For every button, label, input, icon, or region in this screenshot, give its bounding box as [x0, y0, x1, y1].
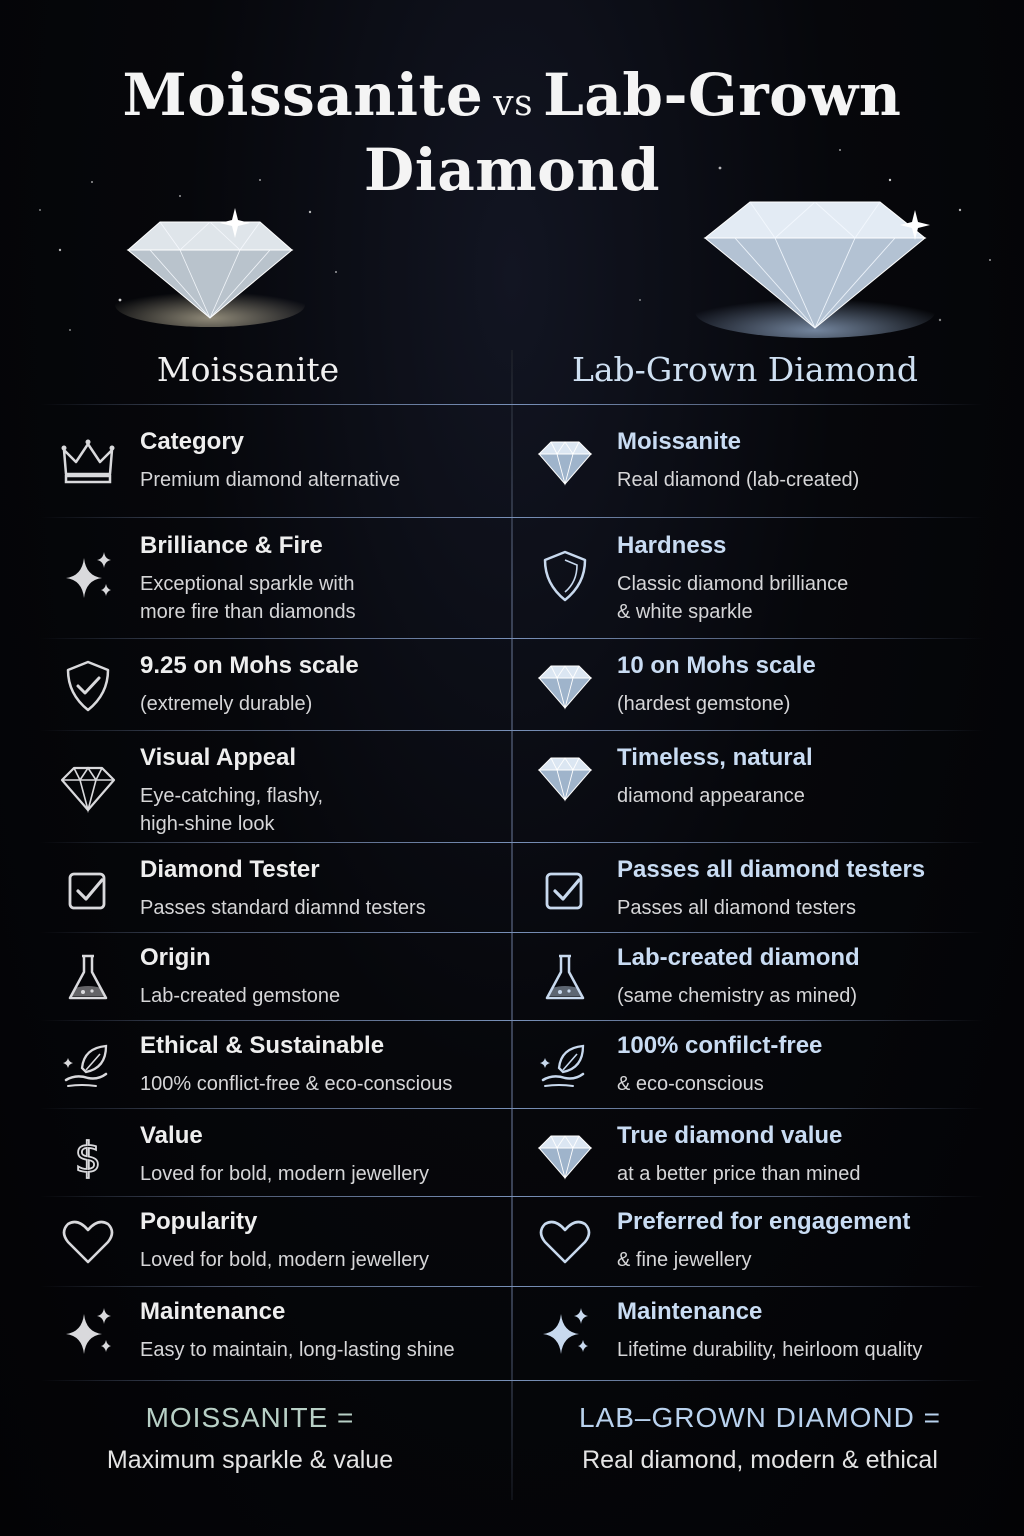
cell-heading: Value: [140, 1122, 203, 1149]
cell-heading: Lab-created diamond: [617, 944, 860, 971]
leaf-hand-icon: [56, 1034, 120, 1098]
cell-description: Premium diamond alternative: [140, 469, 401, 491]
crown-icon: [56, 430, 120, 494]
cell-description: Eye-catching, flashy, high-shine look: [140, 785, 324, 835]
flask-icon: [56, 946, 120, 1010]
cell-description: Lifetime durability, heirloom quality: [617, 1339, 923, 1361]
comparison-cell-left: [56, 420, 496, 516]
comparison-cell-right: [533, 420, 973, 516]
diamond-icon: [533, 1124, 597, 1188]
comparison-cell-right: [533, 1200, 973, 1290]
comparison-cell-left: [56, 1290, 496, 1382]
cell-description: Loved for bold, modern jewellery: [140, 1163, 430, 1185]
sparkle-icon: [533, 1300, 597, 1364]
title-part-moissanite: Moissanite: [122, 61, 484, 129]
comparison-cell-left: [56, 644, 496, 732]
cell-description: Loved for bold, modern jewellery: [140, 1249, 430, 1271]
footer-moissanite-label: MOISSANITE =: [145, 1402, 355, 1433]
cell-heading: Popularity: [140, 1208, 258, 1235]
cell-description: Passes standard diamnd testers: [140, 897, 426, 919]
cell-description: & fine jewellery: [617, 1249, 752, 1271]
cell-description: Real diamond (lab-created): [617, 469, 860, 491]
comparison-cell-left: [56, 1200, 496, 1290]
cell-heading: Moissanite: [617, 428, 742, 455]
checkbox-icon: [533, 858, 597, 922]
cell-heading: Maintenance: [617, 1298, 763, 1325]
column-title-lab-grown: Lab-Grown Diamond: [571, 350, 919, 389]
diamond-icon: [533, 746, 597, 810]
footer-lab-grown-summary: Real diamond, modern & ethical: [582, 1446, 938, 1474]
footer-lab-grown-label: LAB–GROWN DIAMOND =: [578, 1402, 942, 1433]
shield-icon: [533, 544, 597, 608]
cell-description: Passes all diamond testers: [617, 897, 857, 919]
comparison-cell-left: [56, 848, 496, 936]
svg-text:$: $: [74, 1133, 102, 1182]
row-divider: [40, 517, 984, 518]
cell-heading: Category: [140, 428, 245, 455]
heart-icon: [533, 1210, 597, 1274]
comparison-cell-left: [56, 1114, 496, 1200]
title-part-lab-grown: Lab-Grown: [543, 61, 902, 129]
cell-heading: 100% confilct-free: [617, 1032, 823, 1059]
cell-description: Lab-created gemstone: [140, 985, 341, 1007]
comparison-cell-right: [533, 936, 973, 1024]
cell-heading: Hardness: [617, 532, 727, 559]
comparison-cell-right: [533, 524, 973, 644]
title-vs: vs: [493, 83, 534, 124]
column-divider: [511, 350, 513, 1500]
cell-description: 100% conflict-free & eco-conscious: [140, 1073, 453, 1095]
cell-heading: Timeless, natural: [617, 744, 813, 771]
shield-check-icon: [56, 654, 120, 718]
diamond-outline-icon: [56, 756, 120, 820]
cell-description: (hardest gemstone): [617, 693, 791, 715]
cell-heading: 10 on Mohs scale: [617, 652, 816, 679]
cell-description: (extremely durable): [140, 693, 313, 715]
cell-description: diamond appearance: [617, 785, 805, 807]
cell-description: at a better price than mined: [617, 1163, 861, 1185]
sparkle-icon: [56, 1300, 120, 1364]
cell-heading: True diamond value: [617, 1122, 843, 1149]
sparkle-icon: [56, 544, 120, 608]
footer-moissanite-summary: Maximum sparkle & value: [106, 1446, 394, 1474]
comparison-cell-left: [56, 936, 496, 1024]
cell-description: & eco-conscious: [617, 1073, 764, 1095]
checkbox-icon: [56, 858, 120, 922]
cell-heading: Passes all diamond testers: [617, 856, 926, 883]
comparison-cell-right: [533, 644, 973, 732]
comparison-cell-left: [56, 1024, 496, 1112]
heart-icon: [56, 1210, 120, 1274]
cell-heading: Diamond Tester: [140, 856, 320, 883]
flask-icon: [533, 946, 597, 1010]
cell-description: (same chemistry as mined): [617, 985, 858, 1007]
comparison-cell-left: [56, 524, 496, 644]
comparison-cell-right: [533, 736, 973, 848]
title-part-diamond: Diamond: [363, 136, 661, 204]
cell-description: Classic diamond brilliance & white sparkle: [617, 573, 849, 623]
leaf-hand-icon: [533, 1034, 597, 1098]
comparison-cell-right: [533, 848, 973, 936]
cell-heading: Visual Appeal: [140, 744, 297, 771]
diamond-icon: [533, 654, 597, 718]
cell-heading: Brilliance & Fire: [140, 532, 323, 559]
cell-heading: Origin: [140, 944, 211, 971]
cell-heading: Preferred for engagement: [617, 1208, 911, 1235]
cell-heading: Maintenance: [140, 1298, 286, 1325]
comparison-cell-left: [56, 736, 496, 848]
dollar-icon: [56, 1124, 120, 1188]
cell-description: Exceptional sparkle with more fire than diamonds: [140, 573, 356, 623]
cell-description: Easy to maintain, long-lasting shine: [140, 1339, 455, 1361]
moissanite-diamond-image: [110, 200, 310, 330]
column-title-moissanite: Moissanite: [156, 350, 340, 389]
diamond-icon: [533, 430, 597, 494]
lab-grown-diamond-image: [690, 180, 940, 340]
comparison-cell-right: [533, 1024, 973, 1112]
row-divider: [40, 404, 984, 405]
comparison-cell-right: [533, 1114, 973, 1200]
comparison-cell-right: [533, 1290, 973, 1382]
cell-heading: Ethical & Sustainable: [140, 1032, 385, 1059]
cell-heading: 9.25 on Mohs scale: [140, 652, 359, 679]
